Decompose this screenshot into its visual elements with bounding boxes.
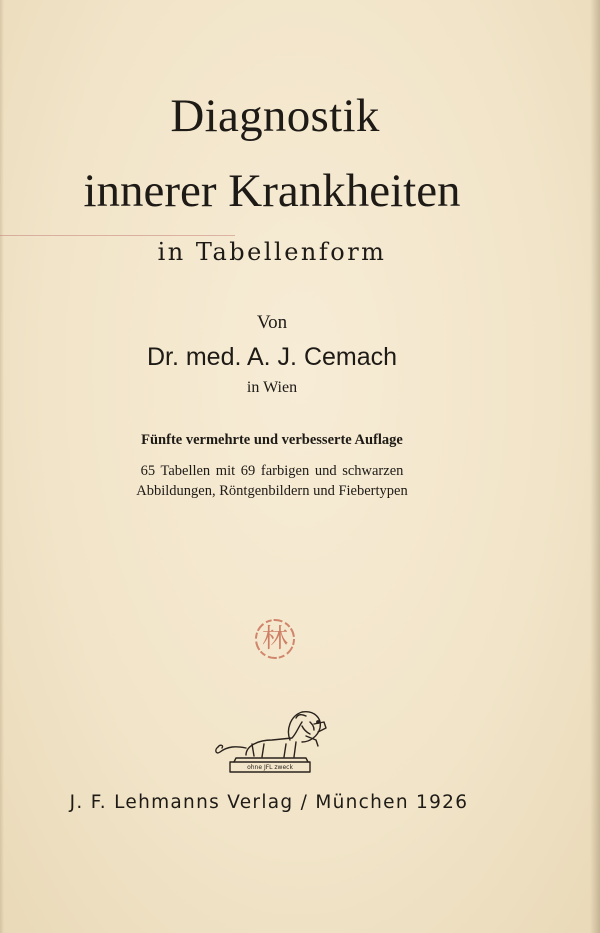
stamp-character: 林 xyxy=(261,624,288,654)
book-subtitle: in Tabellenform xyxy=(157,238,387,266)
ownership-stamp xyxy=(254,618,296,660)
spine-shadow xyxy=(590,0,600,933)
author-city: in Wien xyxy=(246,379,298,396)
publisher-lion-logo xyxy=(206,700,336,780)
logo-plinth-text: ohne JFL zweck xyxy=(247,764,293,771)
book-title-line-2: innerer Krankheiten xyxy=(83,165,461,217)
book-title-line-1: Diagnostik xyxy=(170,90,380,142)
edition-statement: Fünfte vermehrte und verbesserte Auflage xyxy=(141,432,403,448)
by-label: Von xyxy=(256,312,288,333)
publisher-imprint: J. F. Lehmanns Verlag / München 1926 xyxy=(69,792,469,813)
lion-icon xyxy=(206,700,336,780)
contents-description-line-2: Abbildungen, Röntgenbildern und Fiebertypen xyxy=(136,483,408,499)
author-name: Dr. med. A. J. Cemach xyxy=(146,343,398,371)
contents-description-line-1: 65 Tabellen mit 69 farbigen und schwarzen xyxy=(140,463,404,479)
